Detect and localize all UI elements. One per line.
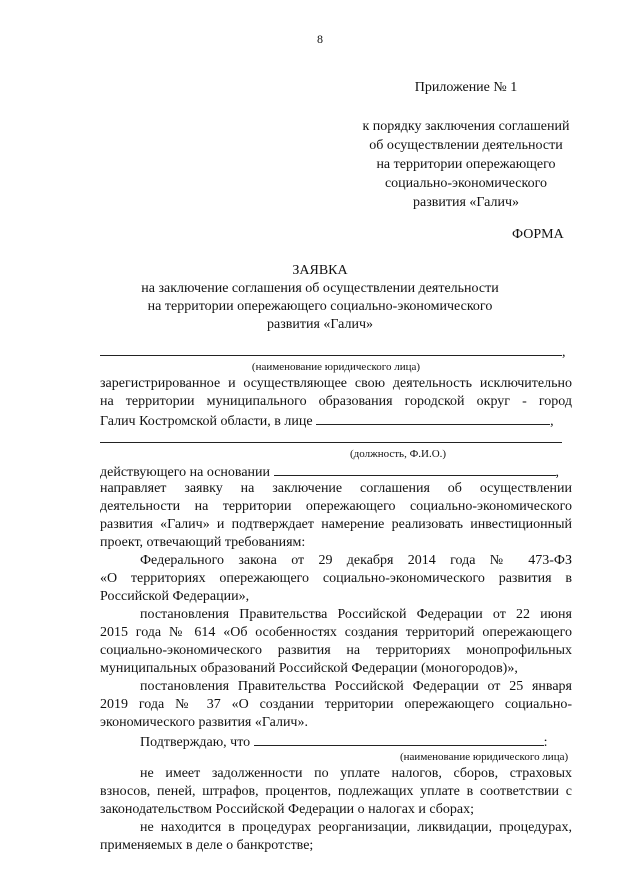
body-line: на территории муниципального образования городской округ - город [100,394,572,409]
entity-name-line [100,342,572,360]
appendix-line: на территории опережающего [376,157,556,172]
caption-entity-2: (наименование юридического лица) [400,751,569,763]
heading-line: развития «Галич» [267,317,373,332]
entity-name-blank [100,342,562,356]
punct: , [550,414,554,429]
position-blank [100,429,562,443]
body-line: взносов, пеней, штрафов, процентов, подлежащих уплате в соответствии с [100,784,572,799]
representative-line [100,411,572,429]
caption-entity: (наименование юридического лица) [251,361,421,373]
document-body [100,342,572,855]
appendix-block [356,78,576,212]
punct: , [562,345,566,360]
body-line: законодательством Российской Федерации о налогах и сборах; [100,802,475,817]
basis-line [100,462,572,480]
appendix-line: об осуществлении деятельности [369,138,563,153]
body-line: социально-экономического развития на территориях монопрофильных [100,643,572,658]
appendix-title: Приложение № 1 [414,80,518,95]
confirm-blank [254,732,544,746]
basis-blank [274,462,556,476]
form-label: ФОРМА [512,227,564,242]
body-line: проект, отвечающий требованиям: [100,535,306,550]
body-line: не находится в процедурах реорганизации, ликвидации, процедурах, [140,820,572,835]
body-text: действующего на основании [100,465,271,480]
body-line: деятельности на территории опережающего социально-экономического [100,499,572,514]
body-line: 2015 года № 614 «Об особенностях создания территорий опережающего [100,625,572,640]
punct: , [555,465,560,480]
caption-position: (должность, Ф.И.О.) [350,448,447,460]
body-line: экономического развития «Галич». [100,715,308,730]
body-text: Подтверждаю, что [140,735,251,750]
representative-blank [316,411,550,425]
body-text: Галич Костромской области, в лице [100,414,313,429]
appendix-line: к порядку заключения соглашений [362,119,570,134]
confirm-line [100,732,572,750]
position-line [100,429,572,447]
page-number: 8 [317,32,323,46]
body-line: не имеет задолженности по уплате налогов, сборов, страховых [140,766,572,781]
appendix-line: социально-экономического [384,176,548,191]
body-line: зарегистрированное и осуществляющее свою деятельность исключительно [100,376,572,391]
body-line: 2019 года № 37 «О создании территории опережающего социально- [100,697,572,712]
body-line: применяемых в деле о банкротстве; [100,838,314,853]
body-line: «О территориях опережающего социально-экономического развития в [100,571,572,586]
body-line: Российской Федерации», [100,589,250,604]
body-line: направляет заявку на заключение соглашения об осуществлении [100,481,572,496]
body-line: постановления Правительства Российской Федерации от 22 июня [140,607,572,622]
heading-line: на территории опережающего социально-экономического [147,299,493,314]
document-heading [0,262,640,334]
body-line: муниципальных образований Российской Федерации (моногородов)», [100,661,518,676]
heading-line: на заключение соглашения об осуществлении деятельности [141,281,499,296]
body-line: постановления Правительства Российской Федерации от 25 января [140,679,572,694]
heading-title: ЗАЯВКА [292,263,348,278]
punct: : [543,735,548,750]
body-line: развития «Галич» и подтверждает намерение реализовать инвестиционный [100,517,572,532]
appendix-line: развития «Галич» [413,195,519,210]
body-line: Федерального закона от 29 декабря 2014 года № 473-ФЗ [140,553,572,568]
